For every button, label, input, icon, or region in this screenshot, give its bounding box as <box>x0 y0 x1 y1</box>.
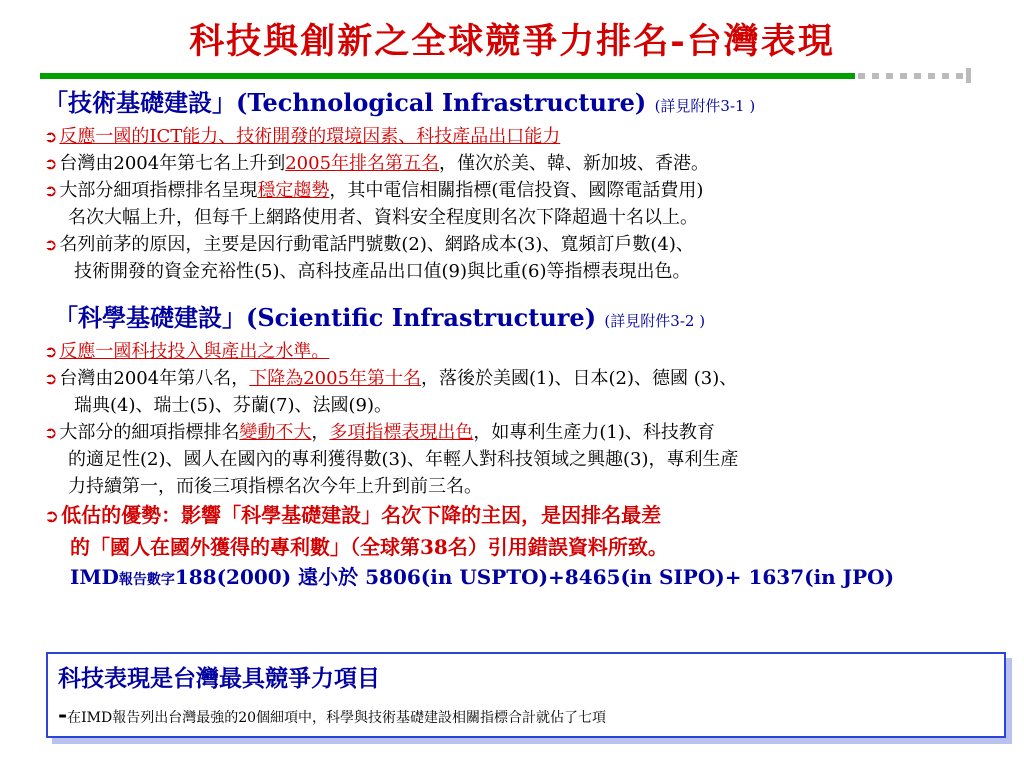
bullet-text: 低估的優勢：影響「科學基礎建設」名次下降的主因，是因排名最差 <box>61 503 662 527</box>
bullet-continuation: 瑞典(4)、瑞士(5)、芬蘭(7)、法國(9)。 <box>74 395 392 416</box>
summary-box <box>46 652 1006 738</box>
arrow-bullet-icon: ➲ <box>44 235 58 254</box>
appendix-ref: (詳見附件3-1 ) <box>654 97 756 115</box>
bullet-continuation: 的適足性(2)、國人在國內的專利獲得數(3)、年輕人對科技領域之興趣(3)，專利生產 <box>68 449 739 470</box>
bullet-continuation: 技術開發的資金充裕性(5)、高科技產品出口值(9)與比重(6)等指標表現出色。 <box>74 261 691 282</box>
bullet-text: 反應一國的ICT能力、技術開發的環境因素、科技產品出口能力 <box>59 126 561 147</box>
arrow-bullet-icon: ➲ <box>44 506 60 527</box>
bullet-text: 台灣由2004年第七名上升到 <box>59 153 286 174</box>
summary-title: 科技表現是台灣最具競爭力項目 <box>58 665 380 692</box>
arrow-bullet-icon: ➲ <box>44 342 58 361</box>
heading-text: 「科學基礎建設」(Scientific Infrastructure) <box>54 303 597 332</box>
imd-note <box>44 562 1019 595</box>
appendix-ref: (詳見附件3-2 ) <box>604 312 706 330</box>
bullet-item <box>44 338 1019 365</box>
bullet-item <box>44 365 1019 392</box>
bullet-text: 台灣由2004年第八名， <box>59 368 250 389</box>
bullet-continuation: 名次大幅上升，但每千上網路使用者、資料安全程度則名次下降超過十名以上。 <box>68 207 698 228</box>
bullet-continuation: 力持續第一，而後三項指標名次今年上升到前三名。 <box>68 476 482 497</box>
arrow-bullet-icon: ➲ <box>44 369 58 388</box>
divider-end-mark <box>966 68 971 83</box>
bullet-text: 名列前茅的原因，主要是因行動電話門號數(2)、網路成本(3)、寬頻訂戶數(4)、 <box>59 234 694 255</box>
arrow-bullet-icon: ➲ <box>44 181 58 200</box>
section-heading-sci <box>44 301 1019 338</box>
arrow-bullet-icon: ➲ <box>44 423 58 442</box>
dotted-divider <box>858 73 970 79</box>
page-title: 科技與創新之全球競爭力排名-台灣表現 <box>189 21 835 62</box>
summary-note <box>58 702 606 728</box>
bullet-text: 大部分細項指標排名呈現 <box>59 180 258 201</box>
bullet-text: 反應一國科技投入與產出之水準。 <box>59 341 330 362</box>
bullet-item <box>44 177 1019 204</box>
arrow-bullet-icon: ➲ <box>44 154 58 173</box>
dash-mark: - <box>58 702 68 728</box>
bullet-item <box>44 500 1019 532</box>
imd-figures: 188(2000) 遠小於 5806(in USPTO)+8465(in SIPO)+ 1637(in JPO) <box>174 565 895 589</box>
heading-text: 「技術基礎建設」(Technological Infrastructure) <box>44 88 647 117</box>
green-divider <box>40 73 855 79</box>
bullet-item <box>44 419 1019 446</box>
highlight-text: 2005年排名第五名 <box>285 153 440 174</box>
bullet-text: ， <box>311 422 330 443</box>
imd-sub: 報告數字 <box>118 572 175 588</box>
section-heading-tech <box>44 86 1019 123</box>
bullet-text: 大部分的細項指標排名 <box>59 422 240 443</box>
bullet-item <box>44 231 1019 258</box>
highlight-text: 變動不大 <box>239 422 312 443</box>
bullet-text: ，僅次於美、韓、新加坡、香港。 <box>439 153 710 174</box>
bullet-item <box>44 123 1019 150</box>
note-text: 在IMD報告列出台灣最強的20個細項中，科學與技術基礎建設相關指標合計就佔了七項 <box>67 710 607 726</box>
bullet-text: ，落後於美國(1)、日本(2)、德國 (3)、 <box>421 368 738 389</box>
bullet-item <box>44 150 1019 177</box>
highlight-text: 穩定趨勢 <box>257 180 330 201</box>
arrow-bullet-icon: ➲ <box>44 127 58 146</box>
highlight-text: 多項指標表現出色 <box>329 422 474 443</box>
bullet-text: ，如專利生產力(1)、科技教育 <box>473 422 715 443</box>
bullet-text: ，其中電信相關指標(電信投資、國際電話費用) <box>329 180 704 201</box>
slide-content <box>44 86 1019 595</box>
highlight-text: 下降為2005年第十名 <box>249 368 422 389</box>
bullet-continuation: 的「國人在國外獲得的專利數」（全球第38名）引用錯誤資料所致。 <box>70 535 668 559</box>
imd-label: IMD <box>70 565 119 589</box>
